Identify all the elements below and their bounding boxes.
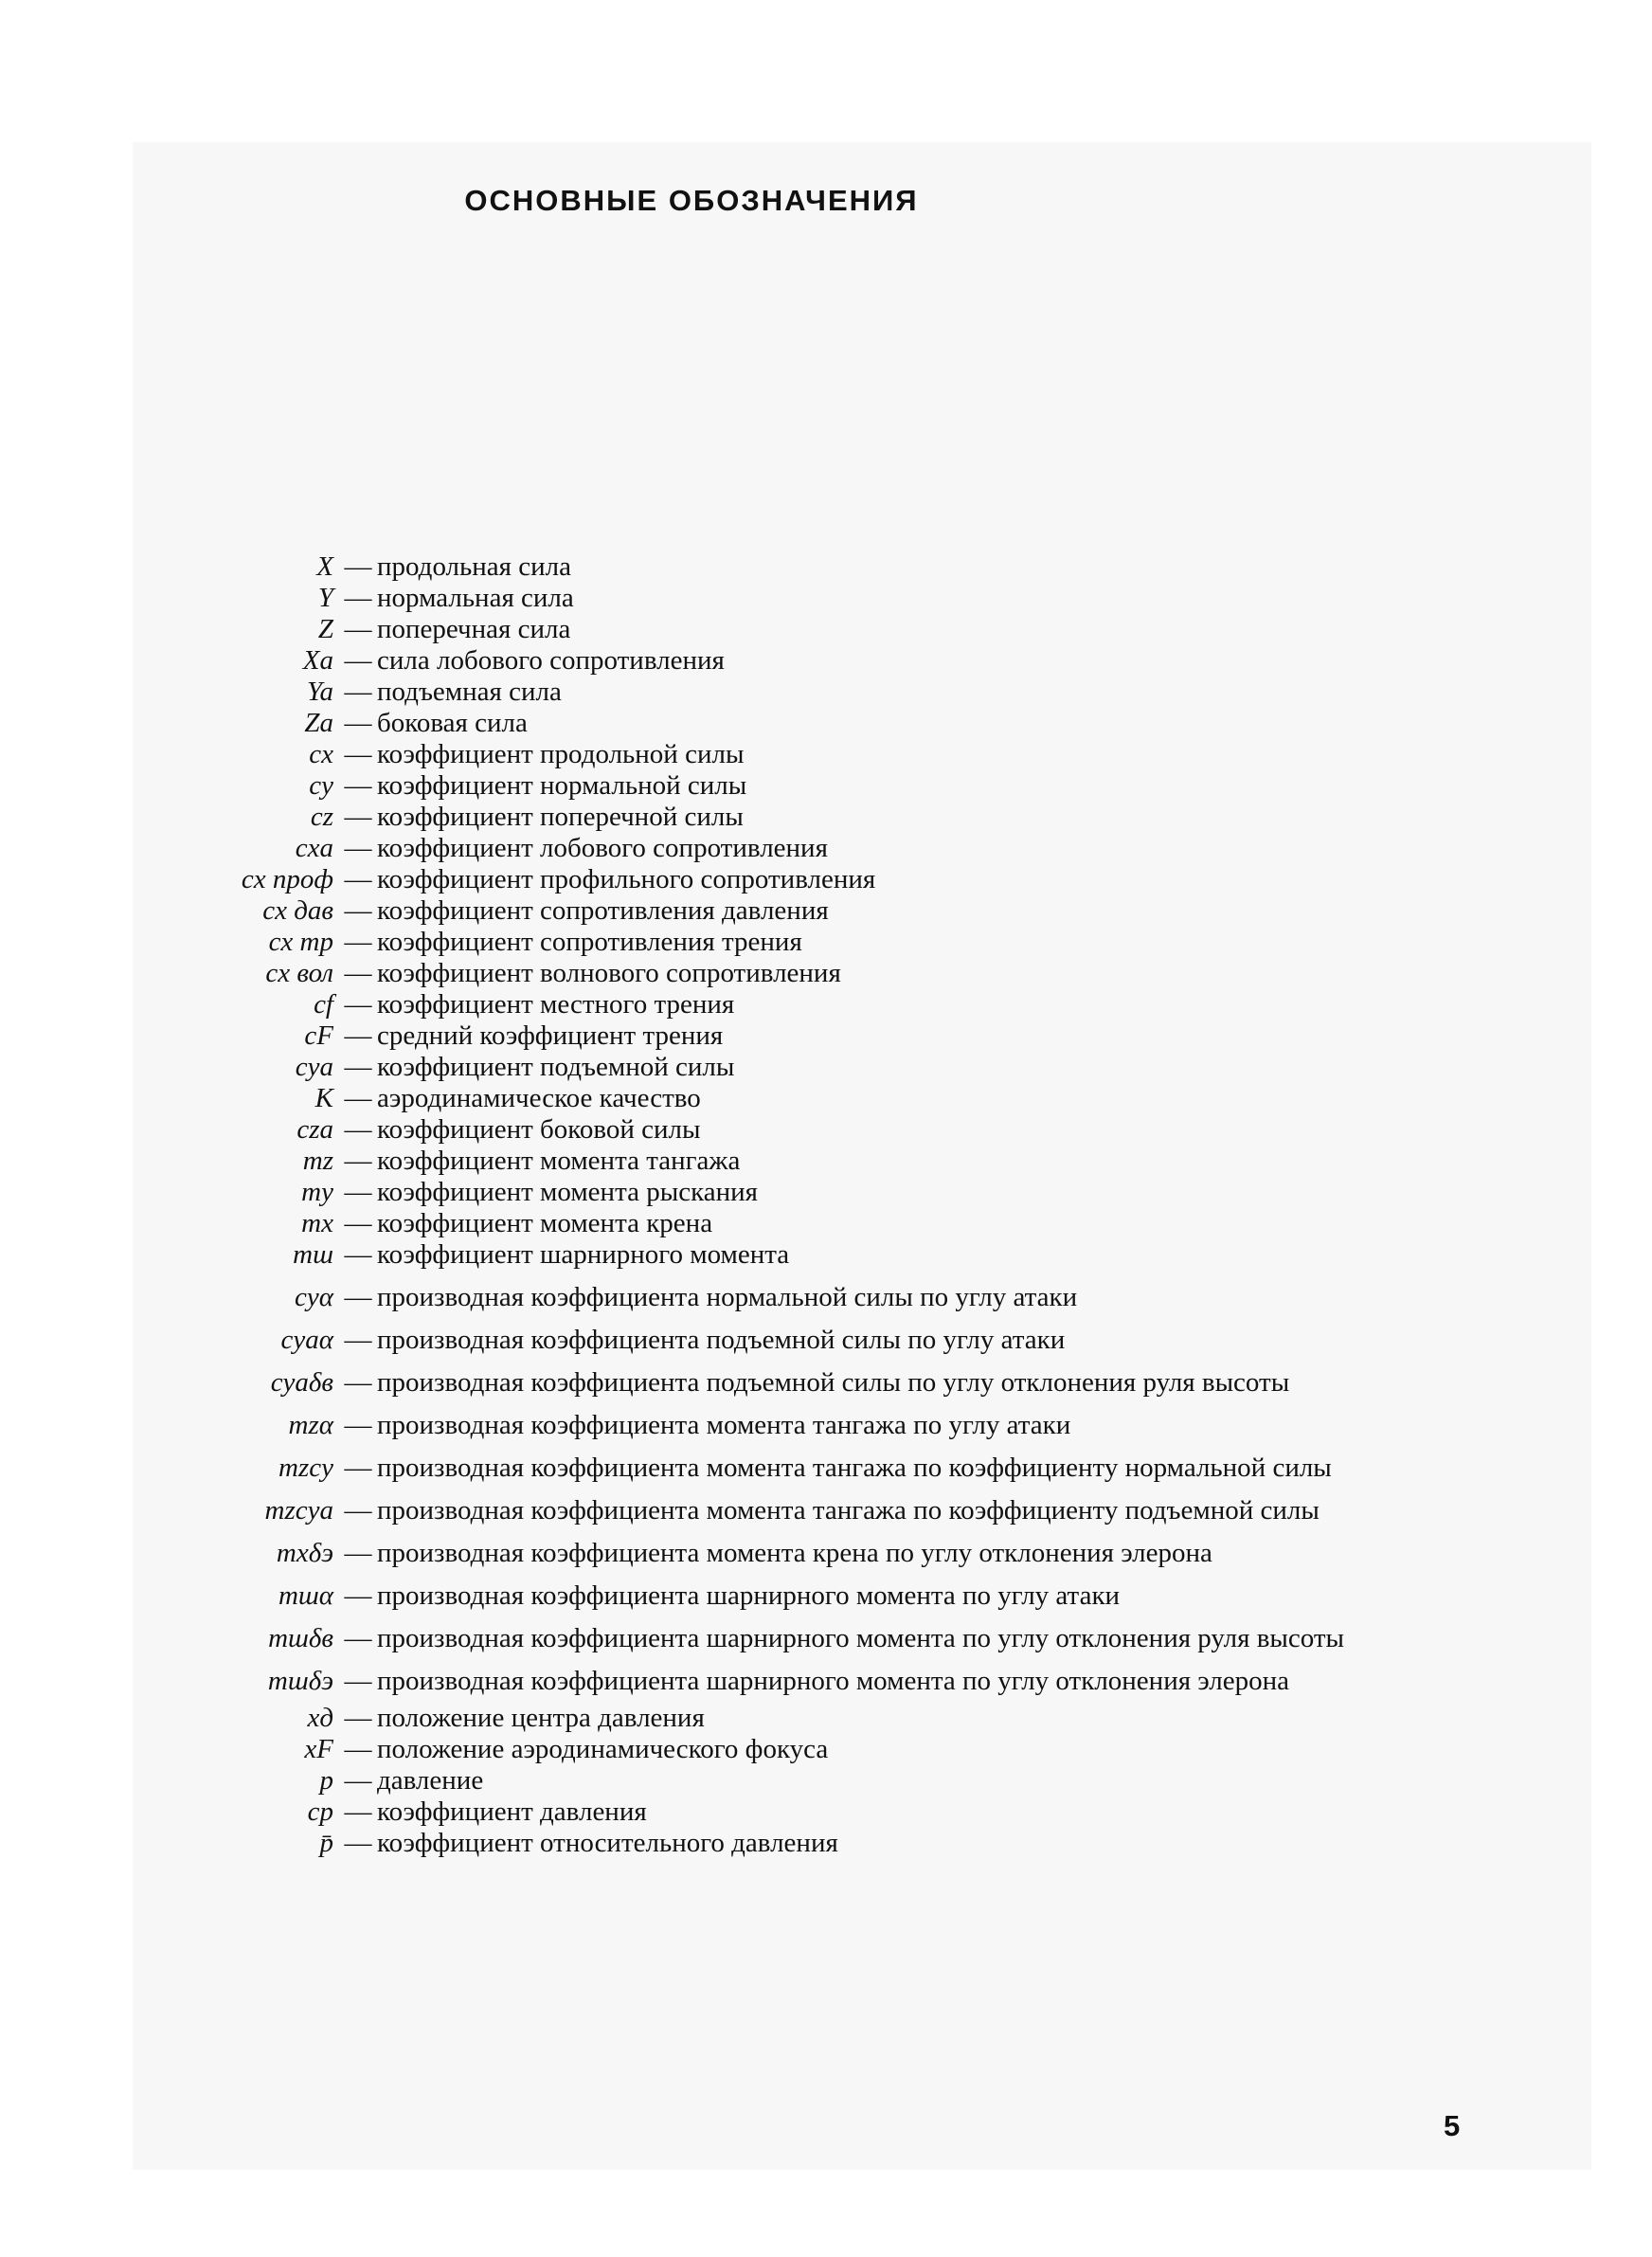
description: подъемная сила	[377, 677, 562, 707]
symbol: xд	[307, 1703, 333, 1733]
entry-mz: mz — коэффициент момента тангажа	[0, 1146, 1652, 1177]
symbol: mшα	[278, 1580, 333, 1611]
symbol: my	[301, 1177, 333, 1207]
entry-mz-cy: mzcy — производная коэффициента момента тангажа по коэффициенту нормальной силы	[0, 1453, 1652, 1484]
description: коэффициент волнового сопротивления	[377, 958, 841, 988]
symbol: p̄	[319, 1828, 333, 1858]
description: коэффициент момента тангажа	[377, 1146, 741, 1176]
symbol: mxδэ	[276, 1538, 333, 1568]
entry-y: Y — нормальная сила	[0, 583, 1652, 614]
description: коэффициент относительного давления	[377, 1828, 838, 1858]
entry-mz-alpha: mzα — производная коэффициента момента тангажа по углу атаки	[0, 1410, 1652, 1441]
description: коэффициент сопротивления трения	[377, 927, 802, 957]
description: коэффициент местного трения	[377, 989, 735, 1020]
description: коэффициент сопротивления давления	[377, 895, 829, 926]
entry-msh-delta-e: mшδэ — производная коэффициента шарнирного момента по углу отклонения элерона	[0, 1666, 1652, 1697]
entry-xf: xF — положение аэродинамического фокуса	[0, 1734, 1652, 1765]
symbol: Y	[317, 583, 333, 613]
symbol: mzcy	[278, 1453, 333, 1483]
description: производная коэффициента подъемной силы по углу отклонения руля высоты	[377, 1367, 1290, 1398]
entry-my: my — коэффициент момента рыскания	[0, 1177, 1652, 1208]
entry-cy-alpha: cyα — производная коэффициента нормальной силы по углу атаки	[0, 1282, 1652, 1313]
symbol: cp	[307, 1797, 333, 1827]
description: боковая сила	[377, 708, 528, 738]
description: коэффициент боковой силы	[377, 1114, 701, 1145]
entry-z: Z — поперечная сила	[0, 614, 1652, 645]
entry-cF: cF — средний коэффициент трения	[0, 1020, 1652, 1052]
symbol: cxa	[295, 833, 333, 863]
description: средний коэффициент трения	[377, 1020, 724, 1051]
entry-mx-delta-e: mxδэ — производная коэффициента момента крена по углу отклонения элерона	[0, 1538, 1652, 1569]
symbol: mшδв	[268, 1623, 333, 1653]
symbol: cF	[304, 1020, 333, 1051]
notation-list	[0, 551, 1652, 1859]
description: производная коэффициента нормальной силы по углу атаки	[377, 1282, 1078, 1312]
symbol: Ya	[307, 677, 333, 707]
description: коэффициент продольной силы	[377, 739, 745, 769]
entry-cy: cy — коэффициент нормальной силы	[0, 770, 1652, 802]
description: коэффициент нормальной силы	[377, 770, 747, 801]
entry-k: K — аэродинамическое качество	[0, 1083, 1652, 1114]
symbol: cz	[310, 802, 333, 832]
symbol: cya	[295, 1052, 333, 1082]
entry-cx: cx — коэффициент продольной силы	[0, 739, 1652, 770]
entry-cp: cp — коэффициент давления	[0, 1797, 1652, 1828]
entry-cz: cz — коэффициент поперечной силы	[0, 802, 1652, 833]
entry-cx-tr: cx тр — коэффициент сопротивления трения	[0, 927, 1652, 958]
entry-cx-vol: cx вол — коэффициент волнового сопротивления	[0, 958, 1652, 989]
description: производная коэффициента момента тангажа по коэффициенту нормальной силы	[377, 1453, 1332, 1483]
symbol: mz	[302, 1146, 333, 1176]
description: положение аэродинамического фокуса	[377, 1734, 829, 1764]
entry-cx-dav: cx дав — коэффициент сопротивления давления	[0, 895, 1652, 927]
symbol: cyaδв	[270, 1367, 333, 1398]
description: коэффициент лобового сопротивления	[377, 833, 828, 863]
description: коэффициент профильного сопротивления	[377, 864, 876, 894]
entry-cf: cf — коэффициент местного трения	[0, 989, 1652, 1020]
symbol: Za	[304, 708, 333, 738]
symbol: Xa	[302, 645, 333, 676]
symbol: cx	[309, 739, 333, 769]
description: давление	[377, 1765, 484, 1796]
description: поперечная сила	[377, 614, 571, 644]
symbol: cx проф	[241, 864, 333, 894]
entry-p-bar: p̄ — коэффициент относительного давления	[0, 1828, 1652, 1859]
symbol: p	[319, 1765, 333, 1796]
description: производная коэффициента момента крена по углу отклонения элерона	[377, 1538, 1212, 1568]
page-number: 5	[1444, 2109, 1461, 2142]
description: коэффициент шарнирного момента	[377, 1239, 790, 1270]
symbol: cza	[296, 1114, 333, 1145]
symbol: cx дав	[262, 895, 333, 926]
symbol: mшδэ	[267, 1666, 333, 1696]
entry-cya-delta-v: cyaδв — производная коэффициента подъемной силы по углу отклонения руля высоты	[0, 1367, 1652, 1399]
description: аэродинамическое качество	[377, 1083, 701, 1113]
entry-x: X — продольная сила	[0, 551, 1652, 583]
description: коэффициент давления	[377, 1797, 647, 1827]
entry-msh-delta-v: mшδв — производная коэффициента шарнирного момента по углу отклонения руля высоты	[0, 1623, 1652, 1654]
description: положение центра давления	[377, 1703, 705, 1733]
entry-msh: mш — коэффициент шарнирного момента	[0, 1239, 1652, 1271]
entry-cza: cza — коэффициент боковой силы	[0, 1114, 1652, 1146]
symbol: cf	[314, 989, 333, 1020]
entry-xa: Xa — сила лобового сопротивления	[0, 645, 1652, 677]
symbol: xF	[304, 1734, 333, 1764]
entry-cxa: cxa — коэффициент лобового сопротивления	[0, 833, 1652, 864]
symbol: cyα	[295, 1282, 333, 1312]
description: производная коэффициента подъемной силы по углу атаки	[377, 1325, 1066, 1355]
description: производная коэффициента шарнирного момента по углу отклонения элерона	[377, 1666, 1289, 1696]
page-title: ОСНОВНЫЕ ОБОЗНАЧЕНИЯ	[464, 184, 919, 217]
entry-msh-alpha: mшα — производная коэффициента шарнирного момента по углу атаки	[0, 1580, 1652, 1612]
description: производная коэффициента момента тангажа по углу атаки	[377, 1410, 1071, 1440]
symbol: mш	[293, 1239, 333, 1270]
symbol: cy	[309, 770, 333, 801]
entry-xd: xд — положение центра давления	[0, 1703, 1652, 1734]
symbol: mzcya	[264, 1495, 333, 1526]
description: коэффициент момента рыскания	[377, 1177, 758, 1207]
description: нормальная сила	[377, 583, 574, 613]
description: коэффициент подъемной силы	[377, 1052, 735, 1082]
symbol: Z	[317, 614, 333, 644]
description: коэффициент поперечной силы	[377, 802, 744, 832]
description: коэффициент момента крена	[377, 1208, 713, 1238]
entry-mz-cya: mzcya — производная коэффициента момента тангажа по коэффициенту подъемной силы	[0, 1495, 1652, 1526]
description: производная коэффициента шарнирного момента по углу отклонения руля высоты	[377, 1623, 1345, 1653]
description: производная коэффициента момента тангажа по коэффициенту подъемной силы	[377, 1495, 1320, 1526]
entry-ya: Ya — подъемная сила	[0, 677, 1652, 708]
entry-za: Za — боковая сила	[0, 708, 1652, 739]
symbol: mx	[301, 1208, 333, 1238]
symbol: cyaα	[280, 1325, 333, 1355]
symbol: cx вол	[265, 958, 333, 988]
entry-cx-prof: cx проф — коэффициент профильного сопротивления	[0, 864, 1652, 895]
symbol: K	[314, 1083, 333, 1113]
symbol: mzα	[288, 1410, 333, 1440]
symbol: X	[316, 551, 333, 582]
description: сила лобового сопротивления	[377, 645, 725, 676]
symbol: cx тр	[268, 927, 333, 957]
entry-mx: mx — коэффициент момента крена	[0, 1208, 1652, 1239]
description: продольная сила	[377, 551, 571, 582]
entry-p: p — давление	[0, 1765, 1652, 1797]
entry-cya: cya — коэффициент подъемной силы	[0, 1052, 1652, 1083]
entry-cya-alpha: cyaα — производная коэффициента подъемной силы по углу атаки	[0, 1325, 1652, 1356]
description: производная коэффициента шарнирного момента по углу атаки	[377, 1580, 1121, 1611]
